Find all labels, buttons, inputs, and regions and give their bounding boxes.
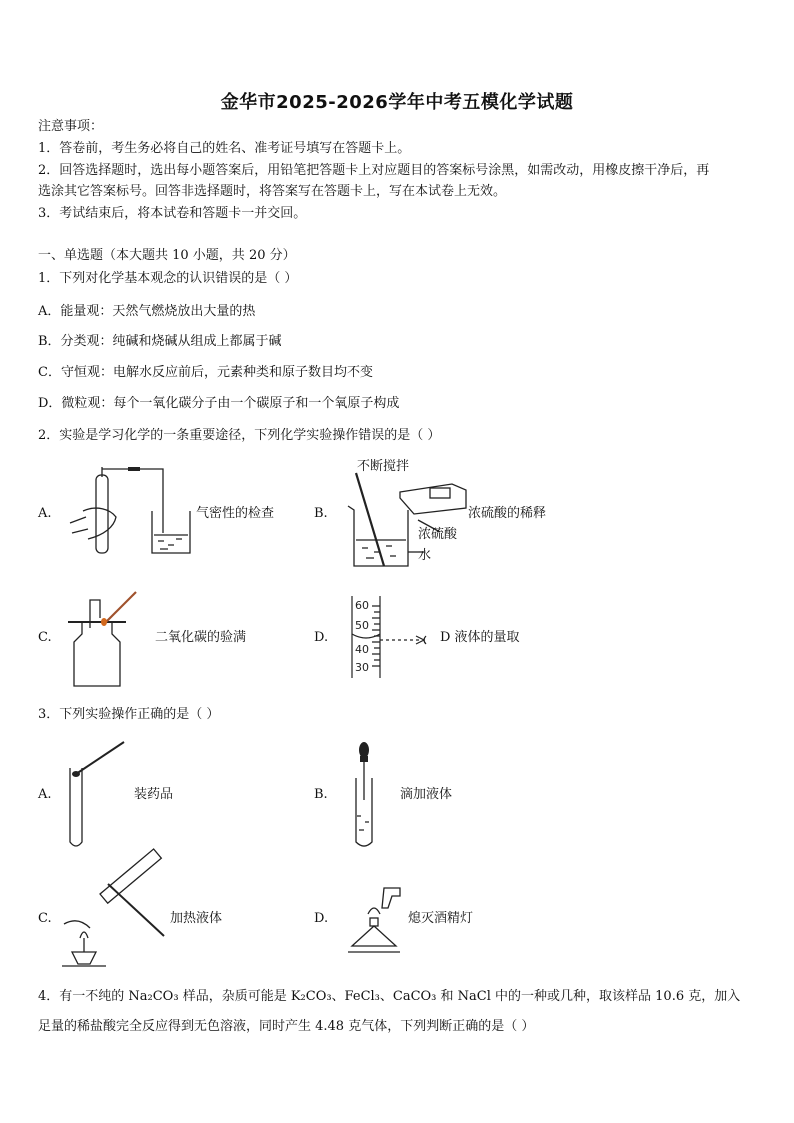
q2-a-caption: 气密性的检查 xyxy=(196,506,275,521)
acid-dilution-figure xyxy=(342,468,472,568)
q3-c-caption: 加热液体 xyxy=(170,911,223,926)
cylinder-tick-30: 30 xyxy=(355,661,369,674)
q1-stem: 1．下列对化学基本观念的认识错误的是（ ） xyxy=(38,271,298,286)
heat-liquid-figure xyxy=(60,864,170,968)
q1-option-c: C．守恒观：电解水反应前后，元素种类和原子数目均不变 xyxy=(38,365,373,380)
q2-d-letter: D. xyxy=(314,630,329,645)
q3-a-letter: A. xyxy=(38,787,52,802)
cylinder-tick-40: 40 xyxy=(355,643,369,656)
q1-option-d: D．微粒观：每个一氧化碳分子由一个碳原子和一个氧原子构成 xyxy=(38,396,400,411)
q4-line-1: 4．有一不纯的 Na₂CO₃ 样品，杂质可能是 K₂CO₃、FeCl₃、CaCO₃ 和 NaCl 中的一种或几种，取该样品 10.6 克，加入 xyxy=(38,989,741,1004)
cylinder-reading-figure xyxy=(350,596,440,680)
notice-item-3: 3．考试结束后，将本试卷和答题卡一并交回。 xyxy=(38,206,307,221)
co2-check-figure xyxy=(68,588,148,688)
airtightness-check-figure xyxy=(68,465,198,560)
section-heading: 一、单选题（本大题共 10 小题，共 20 分） xyxy=(38,248,296,263)
q2-b-acid-label: 浓硫酸 xyxy=(418,527,458,542)
notice-heading: 注意事项： xyxy=(38,119,104,134)
q4-line-2: 足量的稀盐酸完全反应得到无色溶液，同时产生 4.48 克气体，下列判断正确的是（ ） xyxy=(38,1019,535,1034)
q1-option-a: A．能量观：天然气燃烧放出大量的热 xyxy=(38,304,256,319)
q2-b-letter: B. xyxy=(314,506,328,521)
cylinder-tick-60: 60 xyxy=(355,599,369,612)
notice-item-1: 1．答卷前，考生务必将自己的姓名、准考证号填写在答题卡上。 xyxy=(38,141,411,156)
notice-item-2: 2．回答选择题时，选出每小题答案后，用铅笔把答题卡上对应题目的答案标号涂黑，如需改动，用橡皮擦干净后，再 xyxy=(38,163,710,178)
q2-d-caption: D 液体的量取 xyxy=(440,630,520,645)
q2-a-letter: A. xyxy=(38,506,52,521)
q3-c-letter: C. xyxy=(38,911,52,926)
q2-b-stir-label: 不断搅拌 xyxy=(357,459,410,474)
q2-b-water-label: 水 xyxy=(418,548,432,563)
q3-a-caption: 装药品 xyxy=(134,787,174,802)
q3-d-letter: D. xyxy=(314,911,329,926)
load-reagent-figure xyxy=(66,738,136,850)
q2-b-caption: 浓硫酸的稀释 xyxy=(468,506,547,521)
cylinder-tick-50: 50 xyxy=(355,619,369,632)
extinguish-lamp-figure xyxy=(344,884,404,960)
q2-c-caption: 二氧化碳的验满 xyxy=(155,630,247,645)
q1-option-b: B．分类观：纯碱和烧碱从组成上都属于碱 xyxy=(38,334,282,349)
q2-c-letter: C. xyxy=(38,630,52,645)
q3-b-caption: 滴加液体 xyxy=(400,787,453,802)
drop-liquid-figure xyxy=(348,738,382,850)
q3-b-letter: B. xyxy=(314,787,328,802)
notice-item-2-cont: 选涂其它答案标号。回答非选择题时，将答案写在答题卡上，写在本试卷上无效。 xyxy=(38,184,507,199)
q3-d-caption: 熄灭酒精灯 xyxy=(408,911,474,926)
q2-stem: 2．实验是学习化学的一条重要途径，下列化学实验操作错误的是（ ） xyxy=(38,428,441,443)
q3-stem: 3．下列实验操作正确的是（ ） xyxy=(38,707,220,722)
page-title: 金华市2025-2026学年中考五模化学试题 xyxy=(220,92,574,113)
